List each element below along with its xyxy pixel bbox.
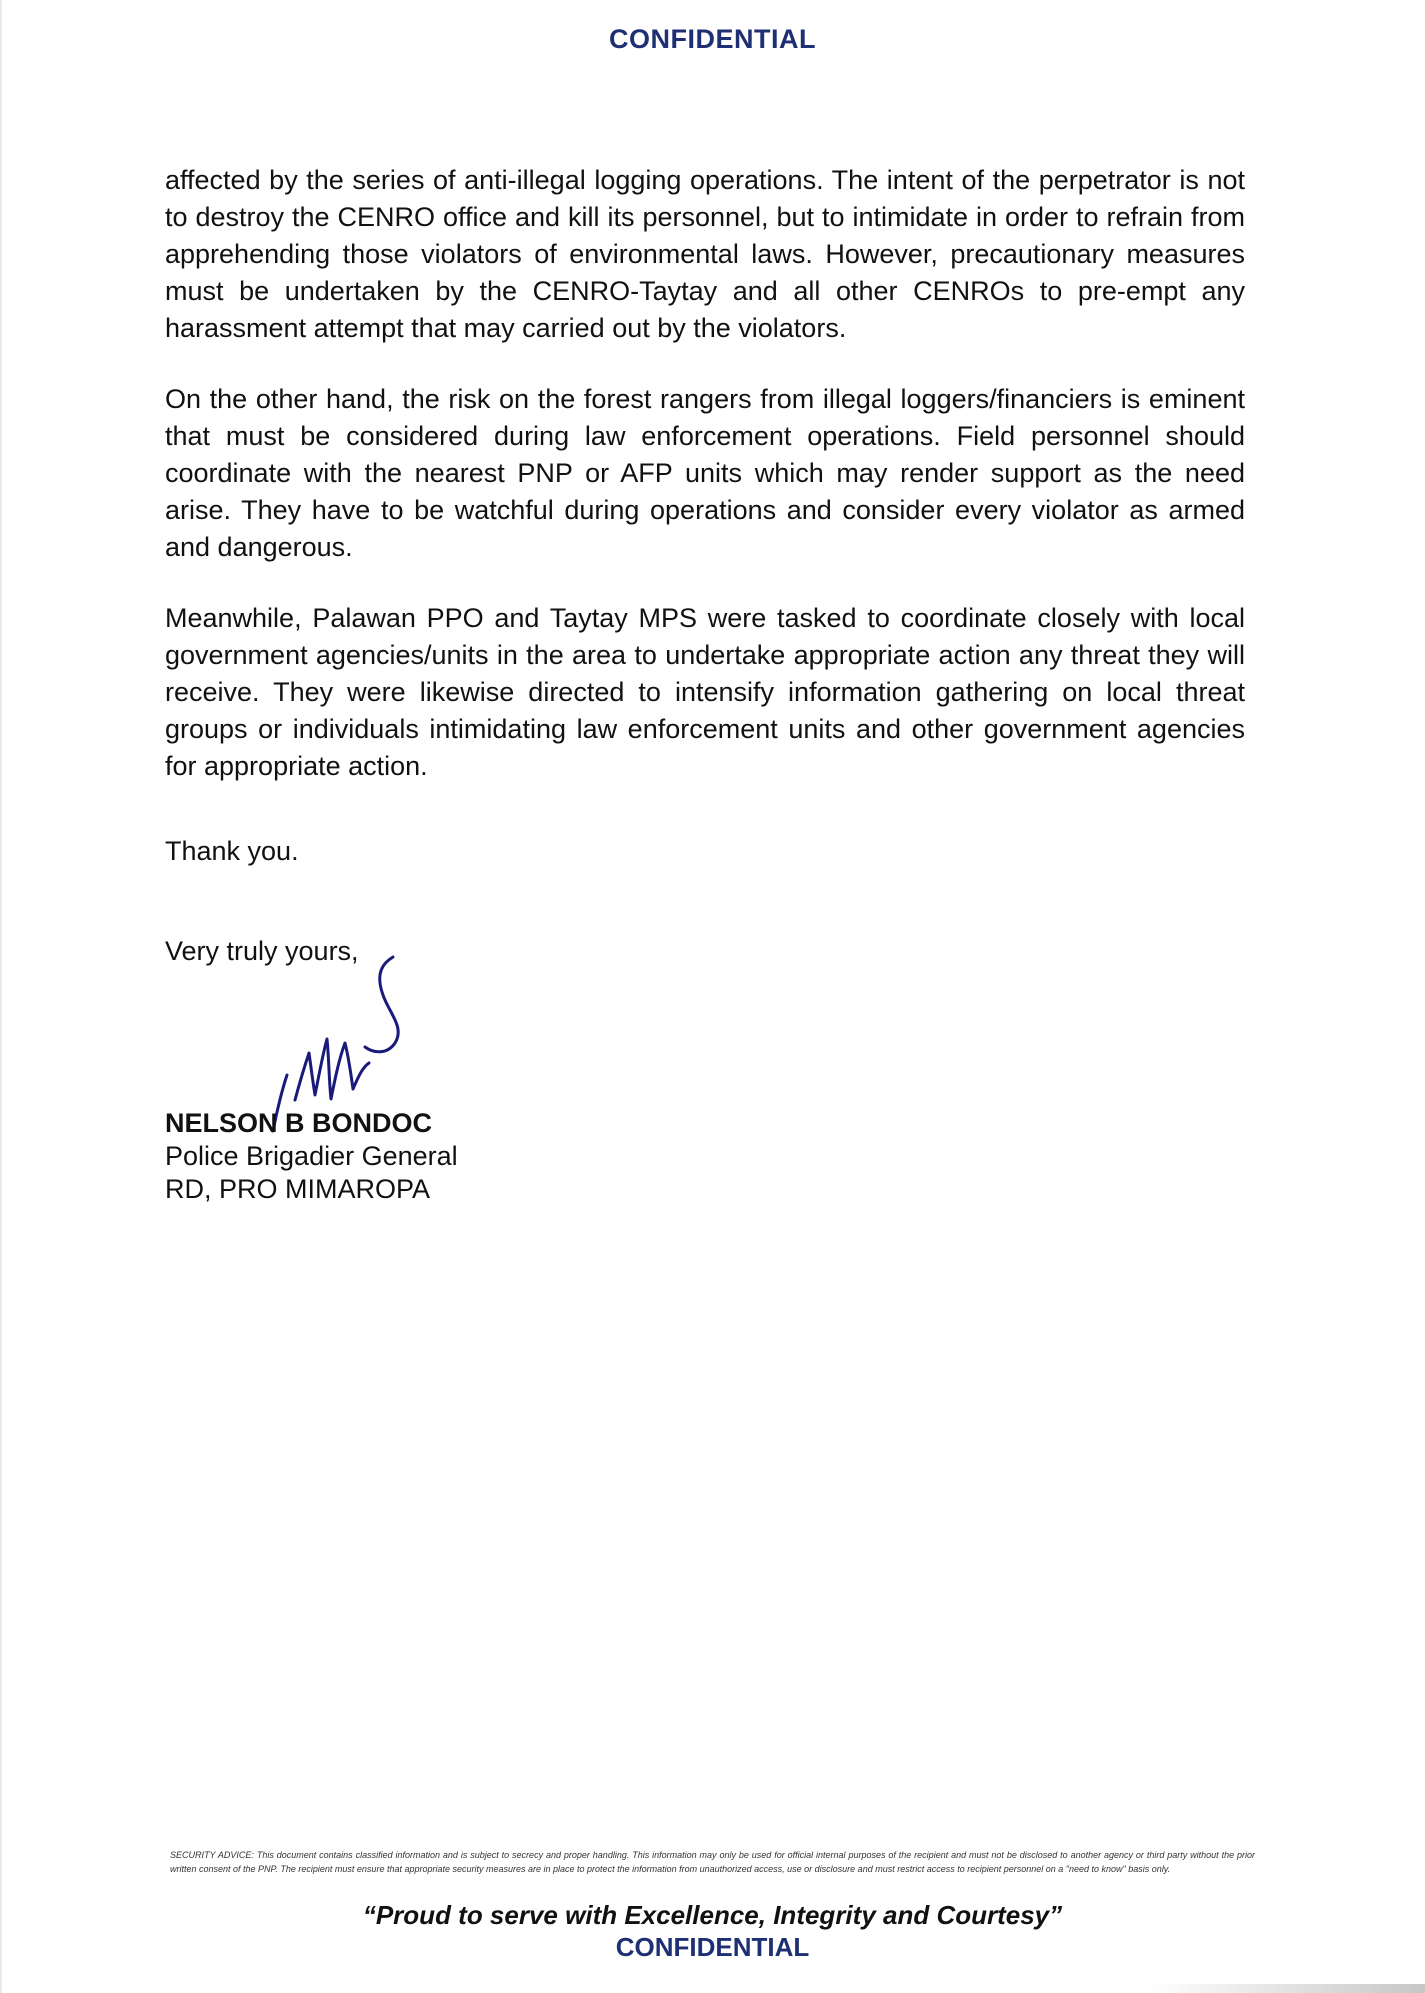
- signatory-position: RD, PRO MIMAROPA: [165, 1174, 431, 1204]
- paragraph-2: On the other hand, the risk on the forest rangers from illegal loggers/financiers is eminent that must be considered during law enforcement operations. Field personnel should coordinate with the nearest PNP or AFP units which may render support as the need arise. They have to be watchful during operations and consider every violator as armed and dangerous.: [165, 384, 1245, 562]
- classification-footer: CONFIDENTIAL: [615, 1932, 810, 1962]
- motto: “Proud to serve with Excellence, Integrity and Courtesy”: [362, 1900, 1063, 1930]
- paragraph-3: Meanwhile, Palawan PPO and Taytay MPS were tasked to coordinate closely with local government agencies/units in the area to undertake appropriate action any threat they will receive. They were likewise directed to intensify information gathering on local threat groups or individuals intimidating law enforcement units and other government agencies for appropriate action.: [165, 603, 1245, 781]
- signatory-block: [165, 1107, 458, 1206]
- sign-off: Very truly yours,: [165, 936, 359, 966]
- paragraph-1: affected by the series of anti-illegal logging operations. The intent of the perpetrator is not to destroy the CENRO office and kill its personnel, but to intimidate in order to refrain from apprehending those violators of environmental laws. However, precautionary measures must be undertaken by the CENRO-Taytay and all other CENROs to pre-empt any harassment attempt that may carried out by the violators.: [165, 165, 1245, 343]
- signatory-rank: Police Brigadier General: [165, 1141, 458, 1171]
- classification-header: CONFIDENTIAL: [609, 24, 816, 54]
- letter-body: [165, 162, 1245, 819]
- scan-artifact: [1150, 1984, 1425, 1993]
- signatory-name: NELSON B BONDOC: [165, 1108, 433, 1138]
- security-advice: SECURITY ADVICE: This document contains classified information and is subject to secrecy and proper handling. This information may only be used for official internal purposes of the recipient and must not be disclosed to another agency or third party without the prior written consent of the PNP. The recipient must ensure that appropriate security measures are in place to protect the information from unauthorized access, use or disclosure and must restrict access to recipient personnel on a "need to know" basis only.: [170, 1850, 1255, 1874]
- closing-line: Thank you.: [165, 836, 299, 866]
